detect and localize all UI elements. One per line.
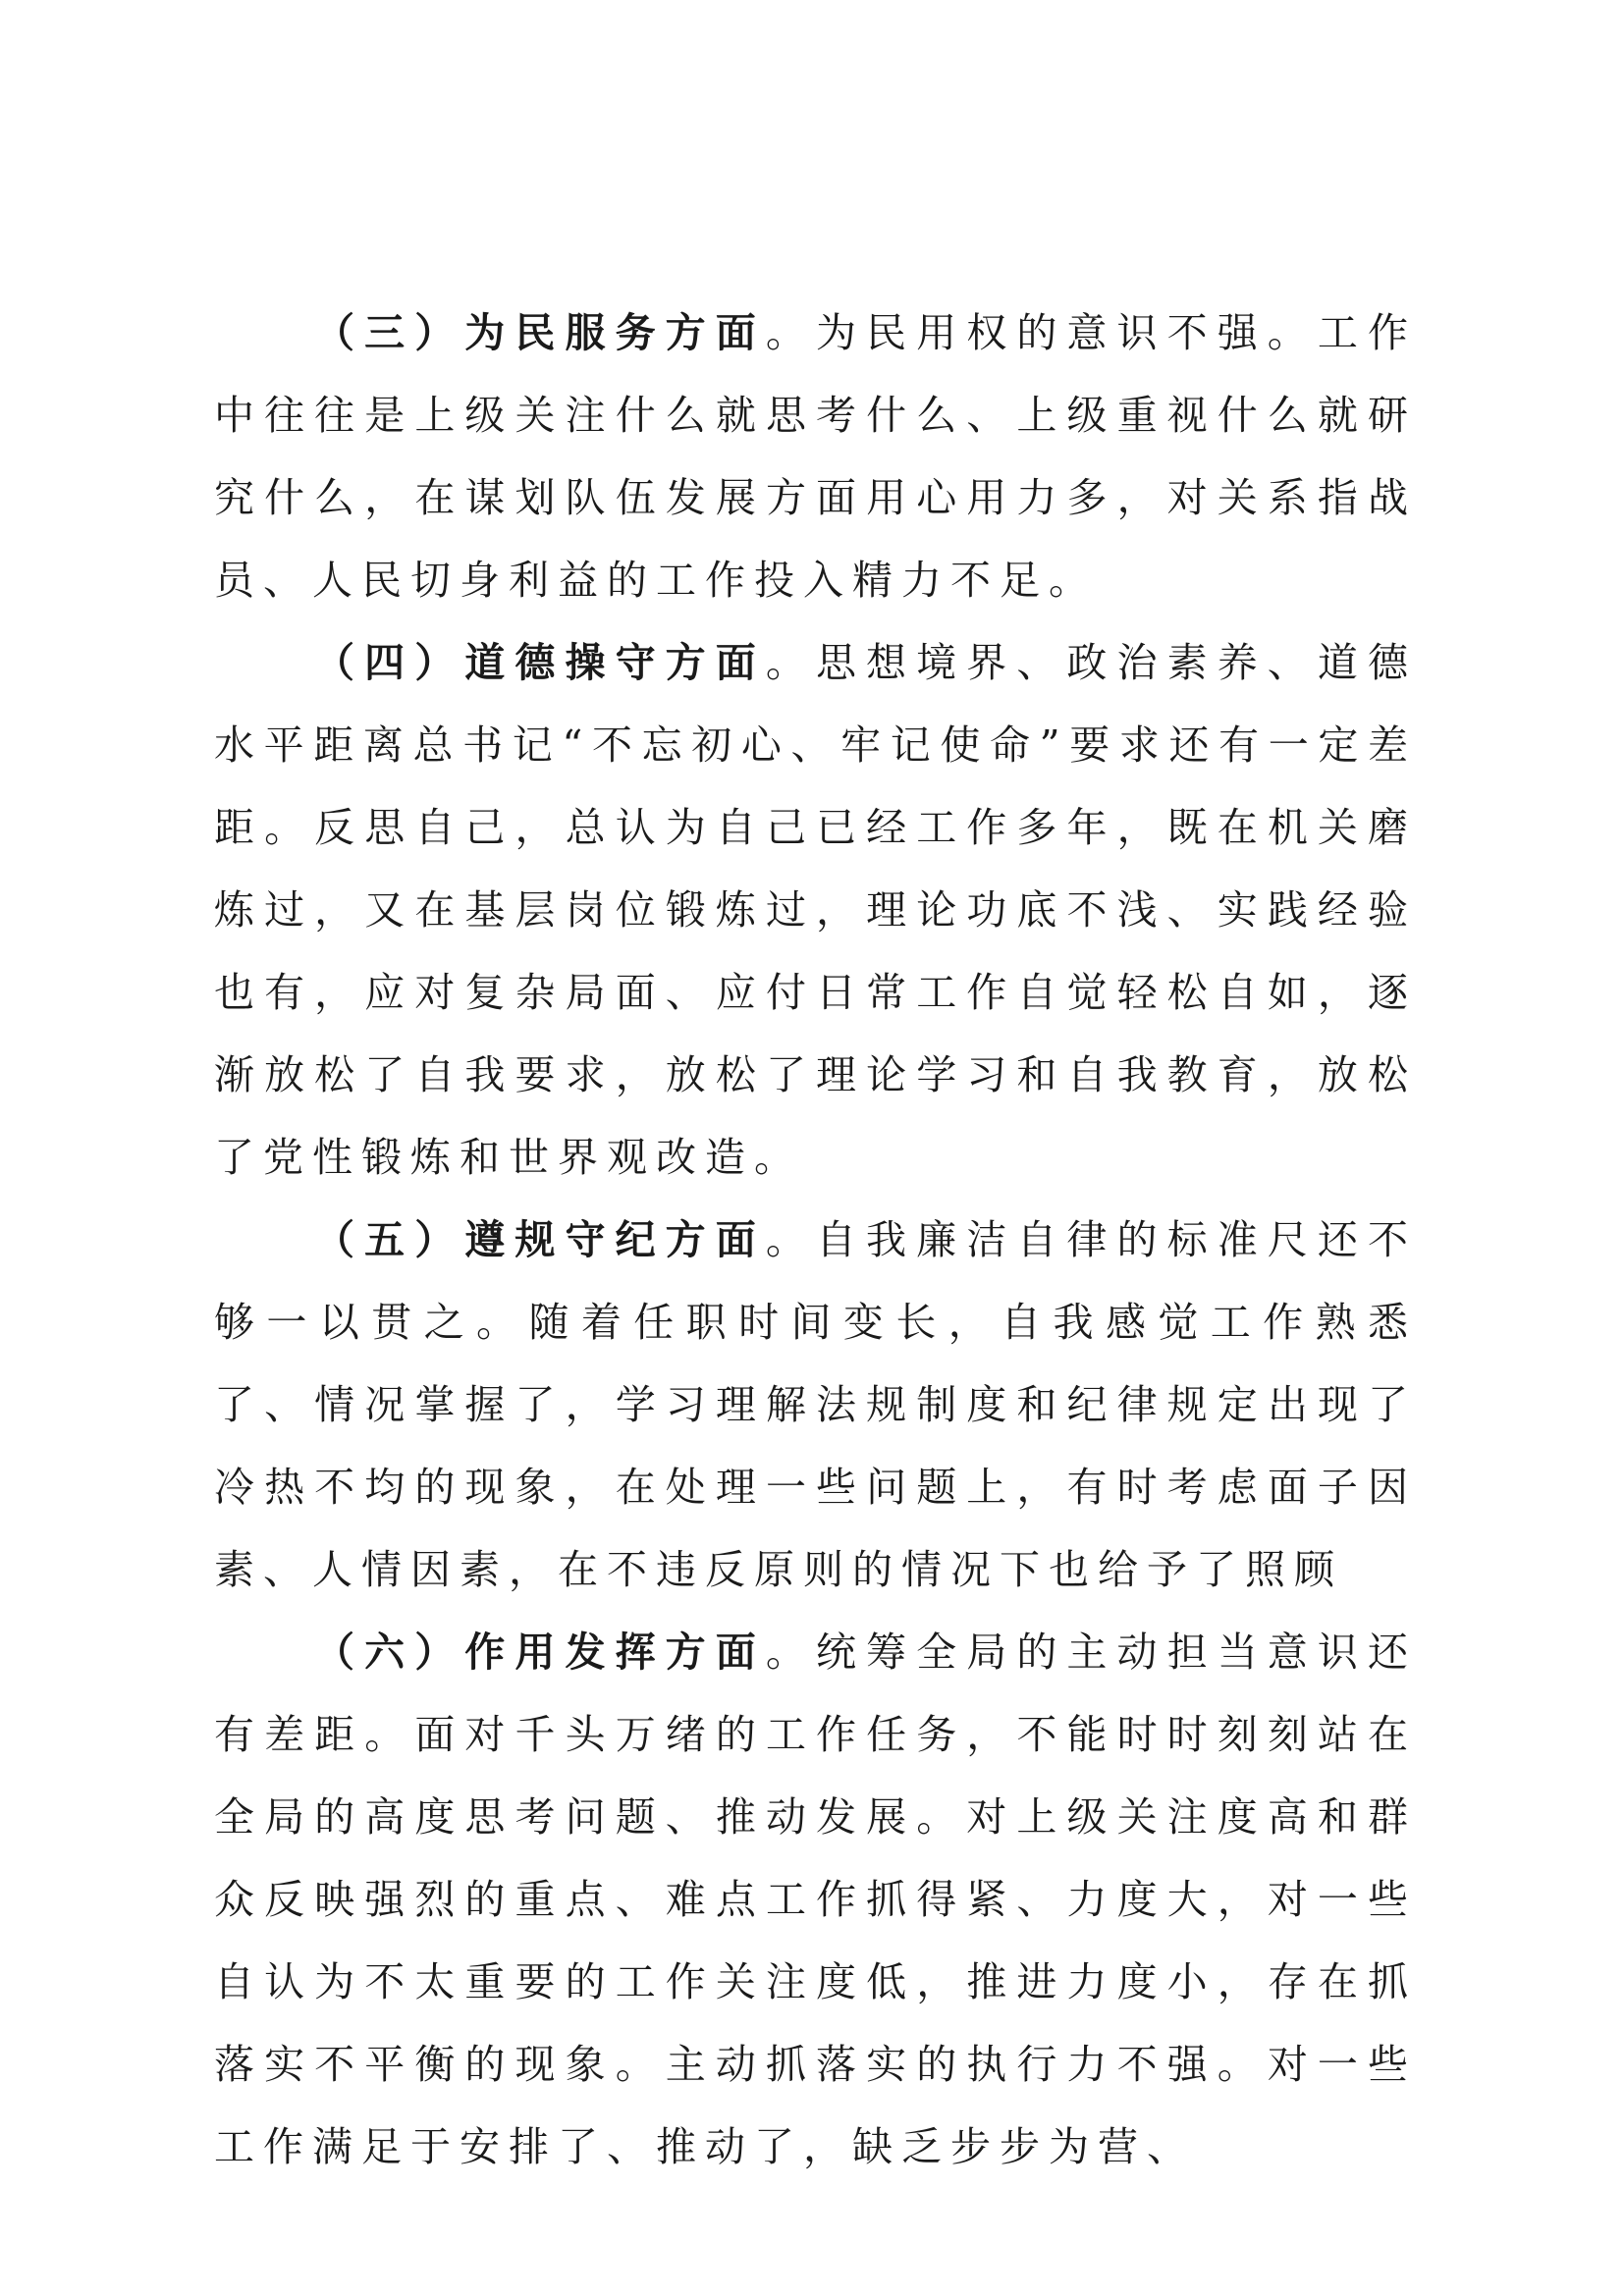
paragraph-service: [214, 292, 1417, 621]
paragraph-heading: （六）作用发挥方面: [314, 1629, 766, 1676]
document-body: [214, 292, 1417, 2188]
paragraph-text: 。为民用权的意识不强。工作中往往是上级关注什么就思考什么、上级重视什么就研究什么，在谋划队伍发展方面用心用力多，对关系指战员、人民切身利益的工作投入精力不足。: [214, 309, 1418, 604]
paragraph-heading: （三）为民服务方面: [314, 309, 766, 356]
paragraph-heading: （四）道德操守方面: [314, 639, 766, 686]
paragraph-text: 。统筹全局的主动担当意识还有差距。面对千头万绪的工作任务，不能时时刻刻站在全局的高度思考问题、推动发展。对上级关注度高和群众反映强烈的重点、难点工作抓得紧、力度大，对一些自认为不太重要的工作关注度低，推进力度小，存在抓落实不平衡的现象。主动抓落实的执行力不强。对一些工作满足于安排了、推动了，缺乏步步为营、: [214, 1629, 1418, 2170]
paragraph-heading: （五）遵规守纪方面: [314, 1216, 766, 1263]
paragraph-text: 。思想境界、政治素养、道德水平距离总书记“不忘初心、牢记使命”要求还有一定差距。反思自己，总认为自己已经工作多年，既在机关磨炼过，又在基层岗位锻炼过，理论功底不浅、实践经验也有，应对复杂局面、应付日常工作自觉轻松自如，逐渐放松了自我要求，放松了理论学习和自我教育，放松了党性锻炼和世界观改造。: [214, 639, 1418, 1181]
paragraph-text: 。自我廉洁自律的标准尺还不够一以贯之。随着任职时间变长，自我感觉工作熟悉了、情况掌握了，学习理解法规制度和纪律规定出现了冷热不均的现象，在处理一些问题上，有时考虑面子因素、人情因素，在不违反原则的情况下也给予了照顾: [214, 1216, 1418, 1593]
paragraph-morality: [214, 621, 1417, 1199]
paragraph-discipline: [214, 1199, 1417, 1611]
paragraph-role: [214, 1611, 1417, 2188]
